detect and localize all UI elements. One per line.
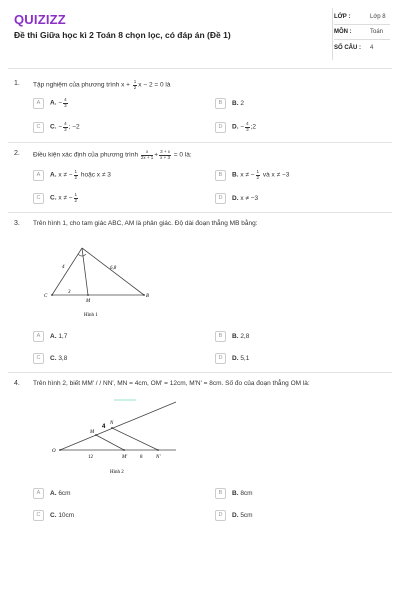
label-8: 8 xyxy=(140,455,143,460)
option-label: A. xyxy=(50,489,57,497)
option-text xyxy=(232,355,249,362)
question-text-tail: = 0 là: xyxy=(173,151,192,159)
option-label: A. xyxy=(50,99,57,107)
meta-row-class xyxy=(334,10,390,25)
option-letter: C xyxy=(33,122,44,133)
option-text xyxy=(232,512,253,519)
label-np: N' xyxy=(156,455,161,460)
option-text xyxy=(232,195,258,202)
option-value: x ≠ − xyxy=(240,171,255,179)
option-b[interactable] xyxy=(215,487,253,499)
frac-den: x + 3 xyxy=(160,154,170,160)
frac-den: 2 xyxy=(256,174,260,180)
point-b xyxy=(143,294,145,296)
meta-value: 4 xyxy=(370,44,374,51)
option-letter: B xyxy=(215,170,226,181)
side-ab xyxy=(82,248,144,295)
meta-row-subject xyxy=(334,25,390,40)
fraction xyxy=(159,150,171,160)
option-label: B. xyxy=(232,489,239,497)
option-letter: B xyxy=(215,331,226,342)
fraction xyxy=(256,170,261,180)
label-m: M xyxy=(90,430,95,435)
question-text: Trên hình 1, cho tam giác ABC, AM là phân giác. Độ dài đoạn thẳng MB bằng: xyxy=(33,220,258,227)
option-value: 2,8 xyxy=(240,332,250,340)
side-ca xyxy=(52,248,82,295)
option-value: 8cm xyxy=(240,489,253,497)
option-a[interactable] xyxy=(33,169,111,181)
frac-den: 3 xyxy=(246,126,249,132)
option-letter: A xyxy=(33,170,44,181)
question-text-post: x − 2 = 0 là xyxy=(138,81,171,89)
frac-num: 4 xyxy=(246,121,249,126)
option-a[interactable] xyxy=(33,330,67,342)
option-text xyxy=(50,122,80,132)
question-divider xyxy=(8,212,392,213)
option-b[interactable] xyxy=(215,97,244,109)
point-c xyxy=(51,294,53,296)
option-letter: D xyxy=(215,122,226,133)
option-value: 5,1 xyxy=(240,354,250,362)
option-tail: ; −2 xyxy=(68,123,80,131)
option-label: A. xyxy=(50,171,57,179)
option-c[interactable] xyxy=(33,192,79,204)
frac-den: 2 xyxy=(74,197,78,203)
option-letter: D xyxy=(215,353,226,364)
option-label: C. xyxy=(50,511,57,519)
meta-table xyxy=(334,10,390,55)
meta-value: Toán xyxy=(370,29,384,35)
question-text-main: Điều kiện xác định của phương trình xyxy=(33,151,139,159)
option-label: B. xyxy=(232,332,239,340)
option-text xyxy=(232,100,244,107)
option-value: 5cm xyxy=(240,511,253,519)
option-letter: D xyxy=(215,193,226,204)
option-text xyxy=(50,193,79,203)
option-letter: B xyxy=(215,488,226,499)
fraction xyxy=(74,193,79,203)
option-value: 10cm xyxy=(58,511,75,519)
option-text xyxy=(232,490,253,497)
point-m xyxy=(87,294,89,296)
frac-num: 1 xyxy=(74,192,78,197)
frac-num: 4 xyxy=(64,97,67,102)
option-c[interactable] xyxy=(33,352,67,364)
option-b[interactable] xyxy=(215,330,249,342)
label-side-68: 6,8 xyxy=(110,266,117,271)
option-letter: C xyxy=(33,353,44,364)
point-np xyxy=(157,449,159,451)
option-label: C. xyxy=(50,123,57,131)
frac-den: 2 xyxy=(133,84,137,90)
header-divider xyxy=(8,68,392,69)
option-value: x ≠ − xyxy=(58,171,73,179)
meta-value: Lớp 8 xyxy=(370,14,386,20)
fraction xyxy=(63,122,68,132)
label-c: C xyxy=(44,294,48,299)
option-value: x ≠ − xyxy=(58,194,73,202)
point-o xyxy=(59,449,61,451)
option-value: x ≠ −3 xyxy=(240,194,259,202)
label-side-3: 3 xyxy=(68,290,71,295)
option-value: − xyxy=(58,123,63,131)
frac-den: 3 xyxy=(64,126,67,132)
figure-1-triangle xyxy=(40,236,160,320)
question-text-pre: Tập nghiệm của phương trình x + xyxy=(33,81,132,89)
label-o: O xyxy=(52,449,56,454)
option-text xyxy=(50,512,74,519)
option-letter: A xyxy=(33,331,44,342)
fraction xyxy=(141,150,153,160)
angle-arc xyxy=(78,254,86,256)
option-label: A. xyxy=(50,332,57,340)
frac-den: 3 xyxy=(64,102,67,108)
option-letter: C xyxy=(33,510,44,521)
frac-num: 1 xyxy=(256,169,260,174)
option-letter: D xyxy=(215,510,226,521)
option-letter: C xyxy=(33,193,44,204)
option-value: 3,8 xyxy=(58,354,68,362)
label-mp: M' xyxy=(122,455,128,460)
frac-num: 1 xyxy=(74,169,78,174)
option-letter: B xyxy=(215,98,226,109)
ray-on xyxy=(60,402,176,450)
fraction xyxy=(74,170,79,180)
segment-mmp xyxy=(96,435,124,450)
option-label: B. xyxy=(232,171,239,179)
option-c[interactable] xyxy=(33,509,74,521)
fraction xyxy=(245,122,250,132)
option-a[interactable] xyxy=(33,97,69,109)
option-text xyxy=(50,490,71,497)
option-letter: A xyxy=(33,488,44,499)
label-n: N xyxy=(110,421,114,426)
option-text xyxy=(232,333,249,340)
label-b: B xyxy=(146,294,150,299)
option-label: C. xyxy=(50,194,57,202)
label-side-4: 4 xyxy=(62,265,65,270)
option-text xyxy=(232,122,256,132)
option-value: 6cm xyxy=(58,489,71,497)
label-12: 12 xyxy=(88,455,93,460)
quizizz-logo: QUIZIZZ xyxy=(14,12,66,27)
option-value: − xyxy=(58,99,63,107)
option-value: − xyxy=(240,123,245,131)
meta-key: SỐ CÂU : xyxy=(334,44,361,51)
option-text xyxy=(50,333,67,340)
fraction xyxy=(63,98,68,108)
label-4: 4 xyxy=(102,424,106,430)
option-d[interactable] xyxy=(215,192,258,204)
option-text xyxy=(232,170,289,180)
option-a[interactable] xyxy=(33,487,71,499)
frac-num: 1 xyxy=(133,79,137,84)
point-m xyxy=(95,434,97,436)
question-number: 3. xyxy=(14,220,20,227)
option-tail: ;2 xyxy=(250,123,257,131)
option-label: D. xyxy=(232,123,239,131)
frac-num: x xyxy=(141,150,153,156)
figure-caption: Hình 2 xyxy=(110,470,124,475)
option-value: 1,7 xyxy=(58,332,68,340)
question-text xyxy=(33,80,170,90)
worksheet-title: Đề thi Giữa học kì 2 Toán 8 chọn lọc, có đáp án (Đề 1) xyxy=(14,30,231,40)
label-m: M xyxy=(86,299,91,304)
option-text xyxy=(50,355,67,362)
frac-num: 3 + x xyxy=(160,149,170,154)
option-label: D. xyxy=(232,511,239,519)
point-mp xyxy=(123,449,125,451)
point-n xyxy=(111,427,113,429)
fraction xyxy=(133,80,138,90)
frac-num: 4 xyxy=(64,121,67,126)
option-tail: và x ≠ −3 xyxy=(261,171,290,179)
option-text xyxy=(50,98,69,108)
segment-nnp xyxy=(112,428,158,450)
option-label: C. xyxy=(50,354,57,362)
meta-key: LỚP : xyxy=(334,14,351,20)
question-number: 2. xyxy=(14,150,20,157)
option-value: 2 xyxy=(240,99,244,107)
option-b[interactable] xyxy=(215,169,289,181)
figure-caption: Hình 1 xyxy=(84,313,98,318)
option-d[interactable] xyxy=(215,352,249,364)
frac-den: 2x + 1 xyxy=(140,154,154,160)
option-d[interactable] xyxy=(215,509,253,521)
figure-2-parallel-lines xyxy=(44,396,184,476)
question-divider xyxy=(8,372,392,373)
option-text xyxy=(50,170,111,180)
option-label: B. xyxy=(232,99,239,107)
option-c[interactable] xyxy=(33,121,80,133)
option-letter: A xyxy=(33,98,44,109)
question-text: Điều kiện xác định của phương trình $\frac{x}{2x + 1}$ + $\frac{3 + x}{x + 3}$ = 0 là: xyxy=(33,149,192,160)
question-number: 1. xyxy=(14,80,20,87)
option-label: D. xyxy=(232,194,239,202)
frac-den: 2 xyxy=(74,174,78,180)
option-d[interactable] xyxy=(215,121,256,133)
worksheet-header xyxy=(0,0,400,68)
option-label: D. xyxy=(232,354,239,362)
option-tail: hoặc x ≠ 3 xyxy=(79,171,111,179)
question-number: 4. xyxy=(14,380,20,387)
meta-row-count xyxy=(334,40,390,55)
question-divider xyxy=(8,142,392,143)
question-text: Trên hình 2, biết MM' / / NN', MN = 4cm, OM' = 12cm, M'N' = 8cm. Số đo của đoạn thẳng OM là: xyxy=(33,380,310,387)
meta-key: MÔN : xyxy=(334,29,352,35)
